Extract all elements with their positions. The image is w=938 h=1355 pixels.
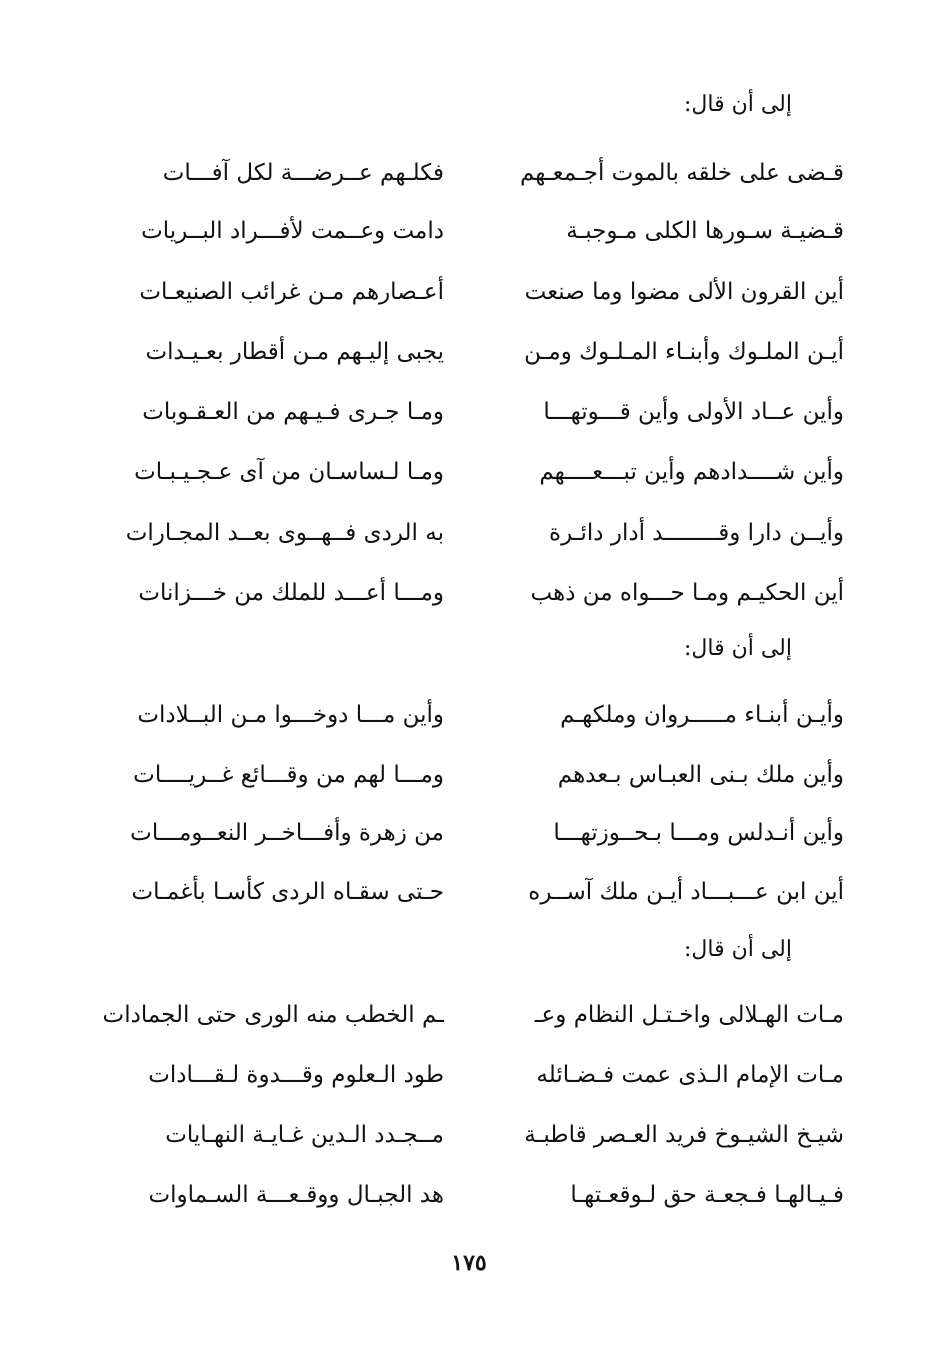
verse-second-hemistich: أعـصارهم مـن غرائب الصنيعـات (139, 279, 444, 305)
verse-first-hemistich: قـضيـة سـورها الكلى مـوجبـة (566, 218, 844, 244)
verse-first-hemistich: شيـخ الشيـوخ فريد العـصر قاطبـة (524, 1122, 844, 1148)
verse-first-hemistich: أيـن الملـوك وأبنـاء المـلـوك ومـن (524, 339, 844, 365)
verse-second-hemistich: ومـــا أعـــد للملك من خـــزانات (138, 580, 444, 606)
verse-first-hemistich: مـات الهـلالى واخـتـل النظام وعـ (534, 1002, 844, 1028)
verse-first-hemistich: وأيــن دارا وقــــــــد أدار دائـرة (549, 520, 844, 546)
verse-second-hemistich: حـتى سقـاه الردى كأسـا بأغمـات (131, 879, 444, 905)
verse-first-hemistich: وأين أنـدلس ومـــا بـحــوزتهـــا (553, 820, 844, 846)
verse-second-hemistich: ومـا جـرى فـيـهم من العـقـوبات (142, 399, 444, 425)
section-heading: إلى أن قال: (683, 92, 792, 117)
verse-second-hemistich: ـم الخطب منه الورى حتى الجمادات (102, 1002, 444, 1028)
verse-second-hemistich: طود الـعلوم وقـــدوة لـقـــادات (148, 1062, 444, 1088)
page-number: ١٧٥ (451, 1250, 487, 1276)
verse-second-hemistich: من زهرة وأفـــاخــر النعــومـــات (130, 820, 444, 846)
verse-first-hemistich: وأين شــــدادهم وأين تبـــعــــهم (539, 459, 844, 485)
verse-second-hemistich: فكلـهم عــرضـــة لكل آفـــات (162, 160, 444, 186)
verse-first-hemistich: وأيـن أبنـاء مـــــروان وملكهـم (560, 702, 844, 728)
verse-first-hemistich: مـات الإمام الـذى عمت فـضـائله (536, 1062, 844, 1088)
verse-second-hemistich: وأين مـــا دوخـــوا مـن البــلادات (137, 702, 444, 728)
verse-first-hemistich: فـيـالهـا فـجعـة حق لـوقعـتهـا (570, 1182, 844, 1208)
verse-second-hemistich: هد الجبـال ووقـعـــة السـماوات (148, 1182, 444, 1208)
verse-second-hemistich: مــجـدد الـدين غـايـة النهـايات (165, 1122, 444, 1148)
verse-second-hemistich: دامت وعــمت لأفـــراد البــريات (141, 218, 444, 244)
verse-second-hemistich: به الردى فــهــوى بعــد المجـارات (125, 520, 444, 546)
verse-first-hemistich: أين ابن عـــبـــاد أيـن ملك آســره (528, 879, 844, 905)
verse-second-hemistich: ومـــا لهم من وقـــائع غــريــــات (133, 762, 444, 788)
verse-first-hemistich: أين القرون الألى مضوا وما صنعت (524, 279, 844, 305)
section-heading: إلى أن قال: (683, 636, 792, 661)
verse-first-hemistich: أين الحكيـم ومـا حـــواه من ذهب (530, 580, 844, 606)
section-heading: إلى أن قال: (683, 937, 792, 962)
verse-second-hemistich: ومـا لـساسـان من آى عـجـيـبـات (134, 459, 444, 485)
verse-first-hemistich: وأين عــاد الأولى وأين قـــوتهـــا (543, 399, 844, 425)
verse-first-hemistich: وأين ملك بـنى العبـاس بـعدهم (557, 762, 844, 788)
verse-first-hemistich: قـضى على خلقه بالموت أجـمعـهم (519, 160, 844, 186)
verse-second-hemistich: يجبى إليـهم مـن أقطار بعـيـدات (145, 339, 444, 365)
